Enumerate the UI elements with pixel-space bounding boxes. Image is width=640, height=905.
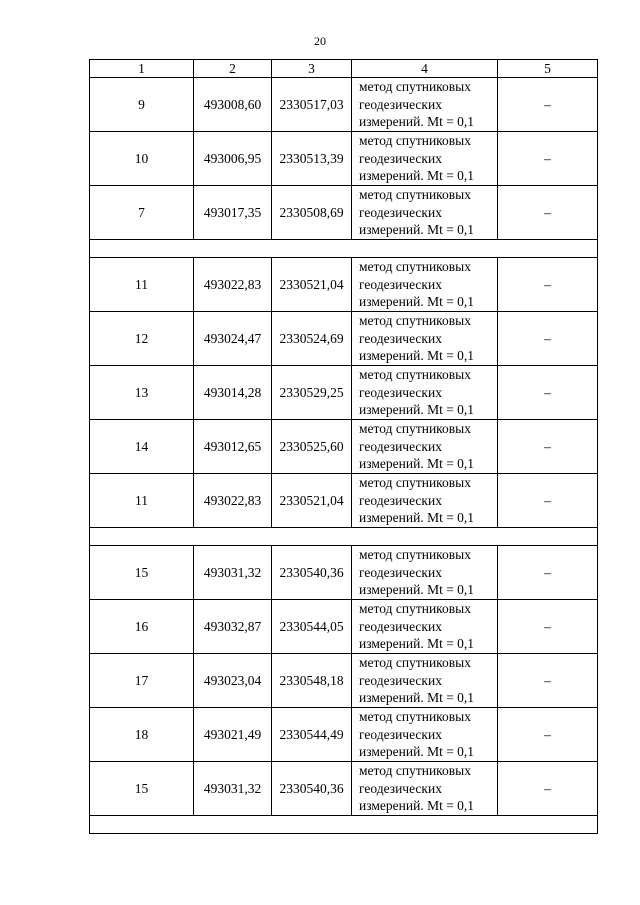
method-line: измерений. Mt = 0,1	[359, 510, 475, 526]
y-coordinate-cell: 2330521,04	[272, 474, 352, 528]
point-number-cell: 11	[90, 474, 194, 528]
table-header-row	[90, 60, 598, 78]
method-line: геодезических	[359, 492, 442, 508]
note-cell: –	[498, 762, 598, 816]
group-separator-cell	[90, 240, 598, 258]
method-line: геодезических	[359, 672, 442, 688]
table-row	[90, 600, 598, 654]
method-cell	[352, 546, 498, 600]
note-cell: –	[498, 420, 598, 474]
point-number-cell: 13	[90, 366, 194, 420]
table-row	[90, 708, 598, 762]
group-separator-cell	[90, 528, 598, 546]
group-separator-row	[90, 240, 598, 258]
x-coordinate-cell: 493008,60	[194, 78, 272, 132]
method-line: метод спутниковых	[359, 367, 471, 383]
point-number-cell: 15	[90, 546, 194, 600]
method-cell	[352, 78, 498, 132]
point-number-cell: 16	[90, 600, 194, 654]
method-line: метод спутниковых	[359, 709, 471, 725]
method-line: геодезических	[359, 564, 442, 580]
point-number-cell: 15	[90, 762, 194, 816]
y-coordinate-cell: 2330525,60	[272, 420, 352, 474]
table-row	[90, 132, 598, 186]
method-cell	[352, 474, 498, 528]
note-cell: –	[498, 708, 598, 762]
x-coordinate-cell: 493024,47	[194, 312, 272, 366]
method-line: геодезических	[359, 204, 442, 220]
method-line: геодезических	[359, 780, 442, 796]
method-line: измерений. Mt = 0,1	[359, 744, 475, 760]
note-cell: –	[498, 474, 598, 528]
method-line: геодезических	[359, 276, 442, 292]
method-line: метод спутниковых	[359, 421, 471, 437]
point-number-cell: 12	[90, 312, 194, 366]
table-row	[90, 78, 598, 132]
y-coordinate-cell: 2330513,39	[272, 132, 352, 186]
table-row	[90, 420, 598, 474]
method-cell	[352, 600, 498, 654]
y-coordinate-cell: 2330529,25	[272, 366, 352, 420]
method-cell	[352, 420, 498, 474]
method-line: геодезических	[359, 96, 442, 112]
point-number-cell: 10	[90, 132, 194, 186]
method-cell	[352, 186, 498, 240]
column-header-5: 5	[498, 60, 598, 78]
method-cell	[352, 366, 498, 420]
x-coordinate-cell: 493014,28	[194, 366, 272, 420]
table-body	[90, 78, 598, 834]
method-line: измерений. Mt = 0,1	[359, 690, 475, 706]
method-line: метод спутниковых	[359, 259, 471, 275]
point-number-cell: 18	[90, 708, 194, 762]
group-separator-cell	[90, 816, 598, 834]
y-coordinate-cell: 2330540,36	[272, 762, 352, 816]
method-line: метод спутниковых	[359, 313, 471, 329]
y-coordinate-cell: 2330517,03	[272, 78, 352, 132]
point-number-cell: 7	[90, 186, 194, 240]
column-header-4: 4	[352, 60, 498, 78]
method-cell	[352, 258, 498, 312]
y-coordinate-cell: 2330508,69	[272, 186, 352, 240]
column-header-2: 2	[194, 60, 272, 78]
x-coordinate-cell: 493031,32	[194, 762, 272, 816]
method-cell	[352, 312, 498, 366]
method-line: измерений. Mt = 0,1	[359, 456, 475, 472]
y-coordinate-cell: 2330548,18	[272, 654, 352, 708]
note-cell: –	[498, 312, 598, 366]
y-coordinate-cell: 2330544,05	[272, 600, 352, 654]
method-line: геодезических	[359, 726, 442, 742]
point-number-cell: 14	[90, 420, 194, 474]
method-line: геодезических	[359, 384, 442, 400]
point-number-cell: 9	[90, 78, 194, 132]
method-line: измерений. Mt = 0,1	[359, 798, 475, 814]
method-line: метод спутниковых	[359, 601, 471, 617]
method-line: метод спутниковых	[359, 187, 471, 203]
group-separator-row	[90, 528, 598, 546]
method-line: измерений. Mt = 0,1	[359, 636, 475, 652]
note-cell: –	[498, 654, 598, 708]
x-coordinate-cell: 493032,87	[194, 600, 272, 654]
table-row	[90, 654, 598, 708]
column-header-1: 1	[90, 60, 194, 78]
method-line: измерений. Mt = 0,1	[359, 222, 475, 238]
group-separator-row	[90, 816, 598, 834]
method-cell	[352, 654, 498, 708]
note-cell: –	[498, 546, 598, 600]
point-number-cell: 17	[90, 654, 194, 708]
method-line: метод спутниковых	[359, 763, 471, 779]
table-row	[90, 186, 598, 240]
table-row	[90, 312, 598, 366]
method-line: геодезических	[359, 150, 442, 166]
x-coordinate-cell: 493021,49	[194, 708, 272, 762]
method-line: измерений. Mt = 0,1	[359, 294, 475, 310]
method-line: геодезических	[359, 618, 442, 634]
x-coordinate-cell: 493031,32	[194, 546, 272, 600]
x-coordinate-cell: 493022,83	[194, 474, 272, 528]
method-cell	[352, 708, 498, 762]
y-coordinate-cell: 2330540,36	[272, 546, 352, 600]
x-coordinate-cell: 493023,04	[194, 654, 272, 708]
x-coordinate-cell: 493022,83	[194, 258, 272, 312]
method-line: метод спутниковых	[359, 79, 471, 95]
method-line: измерений. Mt = 0,1	[359, 168, 475, 184]
table-row	[90, 546, 598, 600]
coordinates-table	[89, 59, 598, 834]
table-row	[90, 258, 598, 312]
page-number: 20	[314, 34, 326, 48]
method-line: метод спутниковых	[359, 475, 471, 491]
table-row	[90, 474, 598, 528]
method-line: измерений. Mt = 0,1	[359, 402, 475, 418]
method-line: геодезических	[359, 438, 442, 454]
method-line: геодезических	[359, 330, 442, 346]
table-row	[90, 762, 598, 816]
note-cell: –	[498, 366, 598, 420]
column-header-3: 3	[272, 60, 352, 78]
x-coordinate-cell: 493017,35	[194, 186, 272, 240]
y-coordinate-cell: 2330521,04	[272, 258, 352, 312]
method-line: измерений. Mt = 0,1	[359, 114, 475, 130]
table-row	[90, 366, 598, 420]
note-cell: –	[498, 258, 598, 312]
y-coordinate-cell: 2330544,49	[272, 708, 352, 762]
y-coordinate-cell: 2330524,69	[272, 312, 352, 366]
x-coordinate-cell: 493006,95	[194, 132, 272, 186]
note-cell: –	[498, 186, 598, 240]
method-cell	[352, 132, 498, 186]
note-cell: –	[498, 78, 598, 132]
note-cell: –	[498, 600, 598, 654]
x-coordinate-cell: 493012,65	[194, 420, 272, 474]
method-cell	[352, 762, 498, 816]
method-line: измерений. Mt = 0,1	[359, 582, 475, 598]
method-line: измерений. Mt = 0,1	[359, 348, 475, 364]
point-number-cell: 11	[90, 258, 194, 312]
method-line: метод спутниковых	[359, 655, 471, 671]
note-cell: –	[498, 132, 598, 186]
method-line: метод спутниковых	[359, 547, 471, 563]
method-line: метод спутниковых	[359, 133, 471, 149]
